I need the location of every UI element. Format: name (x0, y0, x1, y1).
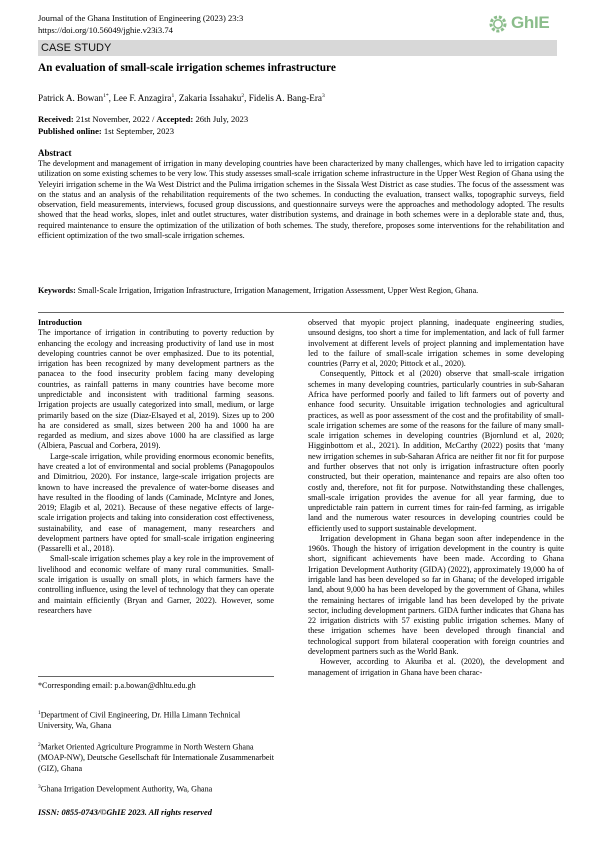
accepted-label: Accepted: (156, 114, 194, 124)
received-label: Received: (38, 114, 74, 124)
accepted-date: 26th July, 2023 (195, 114, 249, 124)
ghie-logo (488, 13, 562, 35)
body-paragraph: Consequently, Pittock et al (2020) observe that small-scale irrigation schemes in many developing countries, particularly countries in sub-Saharan Africa have performed poorly and failed to lift farmers out of poverty and enhance food security. Unsuitable irrigation technologies and agricultural practices, as well as poor assessment of the cost and the profitability of small-scale irrigation schemes are some of the reasons for the failure of many small-scale irrigation schemes in developing countries (Bjornlund et al, 2020; Higginbottom et al., 2021). In addition, McCarthy (2022) posits that ‘many new irrigation schemes in sub-Saharan Africa are neither fit nor fit for purpose and further observes that not only is irrigation infrastructure often poorly constructed, but their operation, maintenance and repairs are also often too costly and, therefore, not fit for purpose. Notwithstanding these challenges, small-scale irrigation provides the avenue for all year farming, due to unpredictable rain pattern in current times for rain-fed farming, as irrigable land and the numerous water resources in developing countries could be efficiently used to support sustainable development. (308, 369, 564, 533)
footnote-affiliation-3: $^3$Ghana Irrigation Development Authority, Wa, Ghana (38, 784, 213, 794)
body-column-left (38, 318, 274, 616)
abstract-heading: Abstract (38, 148, 72, 158)
footnote-divider (38, 676, 274, 677)
body-paragraph: observed that myopic project planning, inadequate engineering studies, unsound designs, too short a time for implementation, and lack of full farmer involvement at different levels of project planning and implementation have led to the failure of small-scale irrigation schemes in some developing countries (Parry et al, 2020; Pittock et al., 2020). (308, 318, 564, 369)
author-list: Patrick A. Bowan$^{1*}$, Lee F. Anzagira$^1$, Zakaria Issahaku$^2$, Fidelis A. Bang-Era$^3$ (38, 93, 325, 104)
doi-link[interactable]: https://doi.org/10.56049/jghie.v23i3.74 (38, 24, 173, 35)
body-paragraph: Small-scale irrigation schemes play a key role in the improvement of livelihood and economic welfare of many rural communities. Small-scale irrigation is usually on small plots, in which farmers have the controlling influence, using the level of technology that they can operate and maintain efficiently (Bryan and Garner, 2022). However, some researchers have (38, 554, 274, 615)
article-type-banner (38, 40, 557, 56)
author-name: Patrick A. Bowan (38, 93, 104, 104)
journal-header (38, 13, 243, 36)
author-name: Lee F. Anzagira (113, 93, 172, 104)
author-affiliation-mark: 1 (171, 93, 175, 99)
author-affiliation-mark: 1* (103, 93, 109, 99)
author-name: Fidelis A. Bang-Era (248, 93, 322, 104)
keywords-list: Small-Scale Irrigation, Irrigation Infrastructure, Irrigation Management, Irrigation Assessment, Upper West Region, Ghana. (77, 286, 479, 295)
body-paragraph: Irrigation development in Ghana began soon after independence in the 1960s. Though the history of irrigation development in the country is quite short, significant achievements have been made. According to Ghana Irrigation Development Authority (GIDA) (2022), approximately 19,000 ha of irrigable land has been developed so far in Ghana; of the developed irrigable land, about 9,000 ha has been developed by the government of Ghana, whiles the remaining hectares of irrigable land has been developed by the private sector, including development partners. GIDA further indicates that Ghana has 22 irrigation districts with 57 existing public irrigation schemes. Many of these irrigation schemes have been developed through financial and technological support from bilateral cooperation with foreign countries and development partners such as the World Bank. (308, 533, 564, 656)
body-paragraph: However, according to Akuriba et al. (2020), the development and management of irrigation in Ghana have been charac- (308, 657, 564, 677)
published-label: Published online: (38, 125, 102, 136)
body-paragraph: The importance of irrigation in contributing to poverty reduction by enhancing the ecology and increasing productivity of land use in most developing countries cannot be over emphasized. Due to its potential, irrigation has been recognized by many development partners as the panacea to the food insecurity problem facing many developing countries, as rainfall patterns in many countries have become more unpredictable and inconsistent with traditional farming seasons. Irrigation projects are usually categorized into small, medium, or large primarily based on the size (Diaz-Elsayed et al, 2019). Sizes up to 200 ha are considered as small, sizes between 200 ha and 1000 ha are regarded as medium, and sizes above 1000 ha are classified as large (Albiera, Pascual and Corbera, 2019). (38, 328, 274, 451)
article-type-label: CASE STUDY (41, 42, 112, 54)
issn-footer: ISSN: 0855-0743/©GhIE 2023. All rights reserved (38, 808, 212, 817)
footnote-affiliation-2: $^2$Market Oriented Agriculture Programme in North Western Ghana (MOAP-NW), Deutsche Gesellschaft für Internationale Zusammenarbeit (GIZ), Ghana (38, 742, 274, 773)
article-title: An evaluation of small-scale irrigation schemes infrastructure (38, 62, 336, 74)
author-affiliation-mark: 2 (241, 93, 245, 99)
logo-wordmark: GhIE (511, 13, 550, 32)
body-column-right (308, 318, 564, 678)
footnote-text: Market Oriented Agriculture Programme in North Western Ghana (MOAP-NW), Deutsche Gesellschaft für Internationale Zusammenarbeit (GIZ), Ghana (38, 742, 274, 773)
section-heading-introduction: Introduction (38, 318, 82, 327)
footnote-text: Department of Civil Engineering, Dr. Hilla Limann Technical University, Wa, Ghana (38, 710, 241, 731)
published-date: 1st September, 2023 (103, 125, 174, 136)
keywords-label: Keywords: (38, 286, 76, 295)
footnote-text: Ghana Irrigation Development Authority, Wa, Ghana (40, 784, 213, 794)
footnote-affiliation-1: $^1$Department of Civil Engineering, Dr. Hilla Limann Technical University, Wa, Ghana (38, 710, 241, 731)
article-dates (38, 114, 248, 138)
abstract-text: The development and management of irrigation in many developing countries have been characterized by many challenges, which have led to irrigation capacity utilization on some existing schemes to be very low. This study assesses small-scale irrigation scheme infrastructure in the Upper West Region of Ghana using the Yeleyiri irrigation scheme in the Wa West District and the Pulima irrigation schemes in the Sissala West District as case studies. The focus of the assessment was on the status and an analysis of the rehabilitation requirements of the two schemes. In conducting the evaluation, transect walks, topographic surveys, field observation, field measurements, interviews, focused group discussions, and questionnaire surveys were the approaches and methodology adopted. The results showed that the head works, slopes, inlet and outlet structures, water distribution systems, and drainage in both schemes were in a deplorable state and, thus, required maintenance to ensure the optimization of the utilization of both schemes. The study, therefore, proposes some interventions for the rehabilitation and efficient optimization of the two small-scale irrigation schemes. (38, 159, 564, 240)
keywords (38, 286, 564, 296)
received-date: 21st November, 2022 / (75, 114, 155, 124)
body-paragraph: Large-scale irrigation, while providing enormous economic benefits, have created a lot of environmental and social problems (Panagopoulos and Dimitriou, 2020). For instance, large-scale irrigation projects are known to have increased the prevalence of water-borne diseases and have resulted in the flooding of lands (Caminade, McIntyre and Jones, 2019; Elagib et al, 2021). Because of these negative effects of large-scale irrigation projects and taking into consideration cost effectiveness, sustainability, and ease of management, many researchers and development partners have opted for small-scale irrigation engineering (Passarelli et al., 2018). (38, 451, 274, 554)
journal-citation: Journal of the Ghana Institution of Engineering (2023) 23:3 (38, 13, 244, 23)
section-divider (38, 312, 564, 313)
author-name: Zakaria Issahaku (178, 93, 242, 104)
author-affiliation-mark: 3 (322, 93, 325, 99)
gear-icon (488, 14, 508, 34)
corresponding-email[interactable]: *Corresponding email: p.a.bowan@dhltu.edu.gh (38, 681, 196, 690)
